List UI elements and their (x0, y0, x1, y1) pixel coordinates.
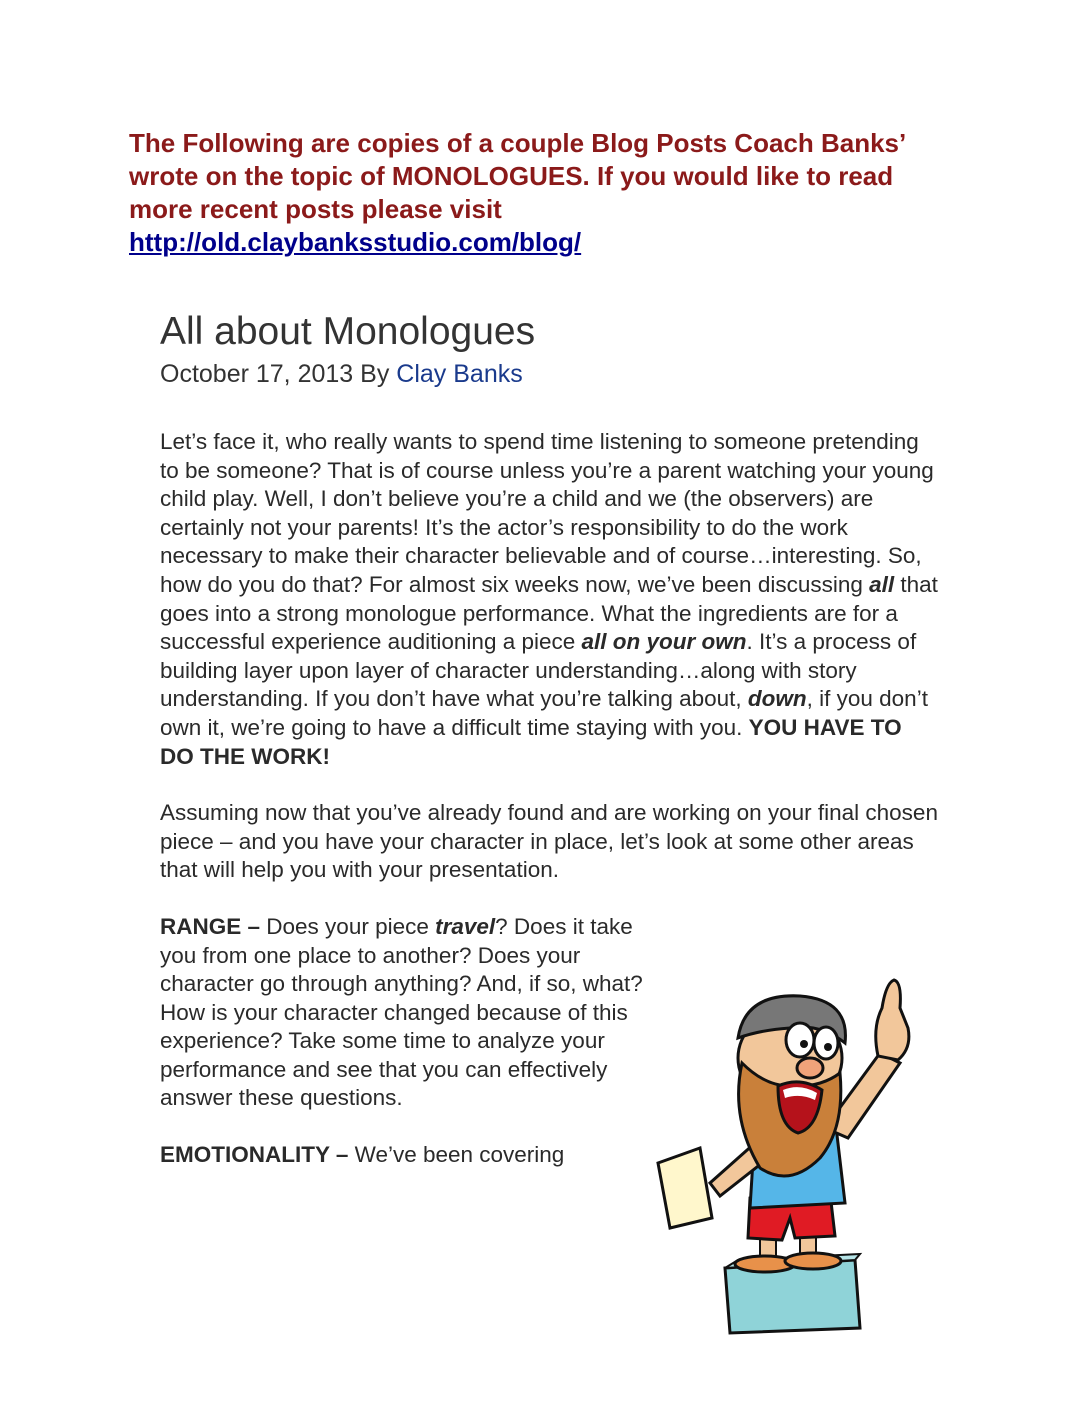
p1-emphasis-down: down (747, 686, 807, 712)
range-label: RANGE – (160, 913, 261, 939)
p1-emphasis-all: all (869, 571, 895, 597)
p1-text-c: that goes into a strong monologue performance. What the ingredients are for a successful experience auditioning a piece (160, 571, 938, 655)
range-text-a: Does your piece (260, 913, 436, 939)
post-date: October 17, 2013 (160, 360, 354, 388)
intro-text: The Following are copies of a couple Blog Posts Coach Banks’ wrote on the topic of MONOLOGUES. If you would like to read more recent posts please visit (129, 128, 905, 224)
paragraph-emotionality (160, 1141, 650, 1170)
range-emphasis-travel: travel (435, 913, 496, 939)
post-author-link[interactable]: Clay Banks (396, 360, 523, 388)
p1-callout: YOU HAVE TO DO THE WORK! (160, 714, 902, 769)
post-meta (160, 358, 523, 390)
emotionality-text: We’ve been covering (348, 1142, 565, 1168)
intro-notice (129, 127, 949, 259)
range-text-c: ? Does it take you from one place to another? Does your character go through anything? And, if so, what? How is your character changed because of this experience? Take some time to analyze your performance and see that you can effectively answer these questions. (160, 913, 643, 1111)
p1-emphasis-own: all on your own (581, 629, 747, 655)
p1-text-a: Let’s face it, who really wants to spend time listening to someone pretending to be someone? That is of course unless you’re a parent watching your young child play. Well, I don’t believe you’re a child and we (the observers) are certainly not your parents! It’s the actor’s responsibility to do the work necessary to make their character believable and of course…interesting. So, how do you do that? For almost six weeks now, we’ve been discussing (160, 429, 934, 597)
bearded-man-cartoon-icon (650, 968, 925, 1338)
blog-link[interactable]: http://old.claybanksstudio.com/blog/ (129, 227, 582, 257)
paragraph-range (160, 913, 650, 1113)
post-by: By (360, 360, 390, 388)
post-title: All about Monologues (160, 310, 536, 353)
p1-text-g: , if you don’t own it, we’re going to have a difficult time staying with you. (160, 686, 928, 740)
paragraph-intro (160, 428, 940, 771)
paragraph-assuming: Assuming now that you’ve already found and are working on your final chosen piece – and you have your character in place, let’s look at some other areas that will help you with your presentation. (160, 800, 938, 883)
p1-text-e: . It’s a process of building layer upon layer of character understanding…along with story understanding. If you don’t have what you’re talking about, (160, 629, 917, 712)
emotionality-label: EMOTIONALITY – (160, 1142, 349, 1168)
